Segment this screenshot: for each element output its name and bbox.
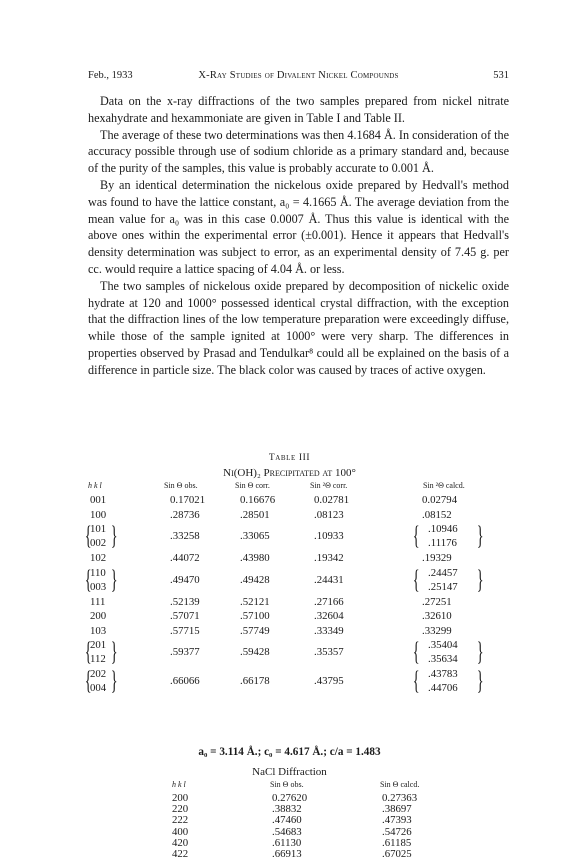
table-caption: Table III (268, 453, 311, 463)
sin-obs: .38832 (272, 803, 302, 816)
sin-calc: .47393 (382, 814, 412, 827)
sin-obs: .28736 (170, 508, 200, 521)
sin-obs: 0.27620 (272, 792, 308, 804)
sin-obs: .66913 (272, 848, 302, 860)
sin-obs: .57071 (170, 610, 200, 622)
left-brace: { (84, 637, 92, 666)
sin-corr: .57749 (240, 624, 270, 637)
hkl-value: 101 (90, 523, 107, 535)
sin-sq-calc: .33299 (422, 624, 452, 637)
right-brace: } (110, 521, 118, 550)
sin-sq-calc: .35404 (428, 639, 458, 651)
sin-corr: .49428 (240, 573, 270, 586)
sin-sq-corr: .08123 (314, 508, 344, 521)
right-brace: } (110, 637, 118, 666)
nacl-title: NaCl Diffraction (252, 766, 327, 778)
sin-sq-corr: .10933 (314, 530, 344, 542)
sin-calc: .38697 (382, 803, 412, 816)
sin-sq-corr: 0.02781 (314, 494, 350, 506)
sin-sq-calc: .32610 (422, 610, 452, 622)
right-brace: } (110, 564, 118, 594)
hkl-value: 001 (90, 494, 107, 506)
hkl-value: 422 (172, 848, 189, 860)
sin-sq-corr: .19342 (314, 552, 344, 564)
sin-sq-calc: .24457 (428, 566, 458, 579)
sin-sq-corr: .43795 (314, 675, 344, 687)
hkl-value: 111 (90, 595, 106, 608)
left-brace: { (412, 637, 420, 666)
hkl-value: 112 (90, 653, 106, 665)
right-brace: } (476, 637, 484, 666)
sin-corr: .33065 (240, 530, 270, 542)
hkl-value: 102 (90, 552, 107, 564)
sin-obs: .61130 (272, 836, 302, 849)
sin-sq-corr: .24431 (314, 573, 344, 586)
hkl-value: 420 (172, 836, 189, 849)
sin-obs: 0.17021 (170, 494, 206, 506)
paragraph: The two samples of nickelous oxide prepared by decomposition of nickelic oxide hydrate at 120 and 1000° possessed identical crystal diffraction, with the exception that the diffraction lines of the low temperature preparation were exceedingly diffuse, while those of the sample ignited at 1000° were very sharp. The differences in properties observed by Prasad and Tendulkar⁸ could all be explained on the basis of a difference in particle size. The black color was caused by traces of active oxygen. (88, 278, 509, 377)
hkl-value: 200 (172, 792, 189, 804)
header-date: Feb., 1933 (88, 70, 133, 81)
hkl-value: 003 (90, 580, 107, 593)
right-brace: } (476, 666, 484, 695)
sin-obs: .44072 (170, 552, 200, 564)
hkl-value: 222 (172, 814, 189, 827)
sin-calc: .54726 (382, 825, 412, 838)
left-brace: { (412, 564, 420, 594)
table-subtitle: Ni(OH)₂ Precipitated at 100° (223, 467, 356, 479)
paragraph: Data on the x-ray diffractions of the two samples prepared from nickel nitrate hexahydrate and hexammoniate are given in Table I and Table II. (88, 94, 509, 125)
sin-obs: .59377 (170, 646, 200, 658)
sin-sq-calc: 0.02794 (422, 494, 458, 506)
sin-obs: .52139 (170, 595, 200, 608)
sin-sq-calc: .25147 (428, 580, 458, 593)
column-header: h k l (172, 780, 186, 789)
sin-obs: .57715 (170, 624, 200, 637)
sin-sq-calc: .08152 (422, 508, 452, 521)
left-brace: { (84, 521, 92, 550)
sin-corr: .43980 (240, 552, 270, 564)
hkl-value: 002 (90, 537, 107, 549)
running-header (88, 70, 509, 84)
left-brace: { (84, 564, 92, 594)
hkl-value: 220 (172, 803, 189, 816)
sin-corr: .57100 (240, 610, 270, 622)
sin-sq-calc: .10946 (428, 523, 458, 535)
column-header: Sin Θ calcd. (380, 780, 420, 789)
left-brace: { (84, 666, 92, 695)
sin-obs: .47460 (272, 814, 302, 827)
sin-obs: .49470 (170, 573, 200, 586)
column-header: Sin ²Θ calcd. (423, 481, 465, 490)
right-brace: } (110, 666, 118, 695)
left-brace: { (412, 666, 420, 695)
sin-sq-corr: .27166 (314, 595, 344, 608)
column-header: Sin Θ corr. (235, 481, 270, 490)
sin-calc: .61185 (382, 836, 412, 849)
sin-sq-corr: .35357 (314, 646, 344, 658)
sin-sq-calc: .35634 (428, 653, 458, 665)
sin-obs: .33258 (170, 530, 200, 542)
body-text (88, 93, 509, 379)
sin-corr: .66178 (240, 675, 270, 687)
sin-sq-calc: .19329 (422, 552, 452, 564)
header-title: X-Ray Studies of Divalent Nickel Compounds (198, 70, 399, 81)
sin-sq-calc: .27251 (422, 595, 452, 608)
page-number: 531 (493, 70, 509, 81)
sin-sq-calc: .11176 (428, 537, 457, 549)
left-brace: { (412, 521, 420, 550)
column-header: Sin ²Θ corr. (310, 481, 348, 490)
hkl-value: 100 (90, 508, 107, 521)
column-header: Sin Θ obs. (270, 780, 304, 789)
column-header: Sin Θ obs. (164, 481, 198, 490)
sin-sq-corr: .33349 (314, 624, 344, 637)
lattice-constants: a₀ = 3.114 Å.; c₀ = 4.617 Å.; c/a = 1.483 (198, 746, 381, 758)
paragraph: The average of these two determinations was then 4.1684 Å. In consideration of the accuracy possible through use of sodium chloride as a primary standard and, because of the purity of the samples, this value is probably accurate to 0.001 Å. (88, 127, 509, 176)
hkl-value: 202 (90, 668, 107, 680)
sin-corr: .28501 (240, 508, 270, 521)
sin-corr: .52121 (240, 595, 270, 608)
sin-sq-calc: .44706 (428, 682, 458, 694)
sin-corr: 0.16676 (240, 494, 276, 506)
sin-obs: .54683 (272, 825, 302, 838)
sin-corr: .59428 (240, 646, 270, 658)
sin-calc: 0.27363 (382, 792, 418, 804)
paragraph: By an identical determination the nickelous oxide prepared by Hedvall's method was found to have the lattice constant, a₀ = 4.1665 Å. The average deviation from the mean value for a₀ was in this case 0.0007 Å. Thus this value is identical with the above ones within the experimental error (±0.001). Hence it appears that Hedvall's density determination was subject to error, as an experimental density of 7.45 g. per cc. would require a lattice spacing of 4.04 Å. or less. (88, 177, 509, 276)
hkl-value: 201 (90, 639, 107, 651)
sin-obs: .66066 (170, 675, 200, 687)
sin-sq-corr: .32604 (314, 610, 344, 622)
sin-calc: .67025 (382, 848, 412, 860)
hkl-value: 004 (90, 682, 107, 694)
right-brace: } (476, 521, 484, 550)
sin-sq-calc: .43783 (428, 668, 458, 680)
right-brace: } (476, 564, 484, 594)
hkl-value: 400 (172, 825, 189, 838)
hkl-value: 103 (90, 624, 107, 637)
hkl-value: 200 (90, 610, 107, 622)
column-header: h k l (88, 481, 102, 490)
hkl-value: 110 (90, 566, 106, 579)
